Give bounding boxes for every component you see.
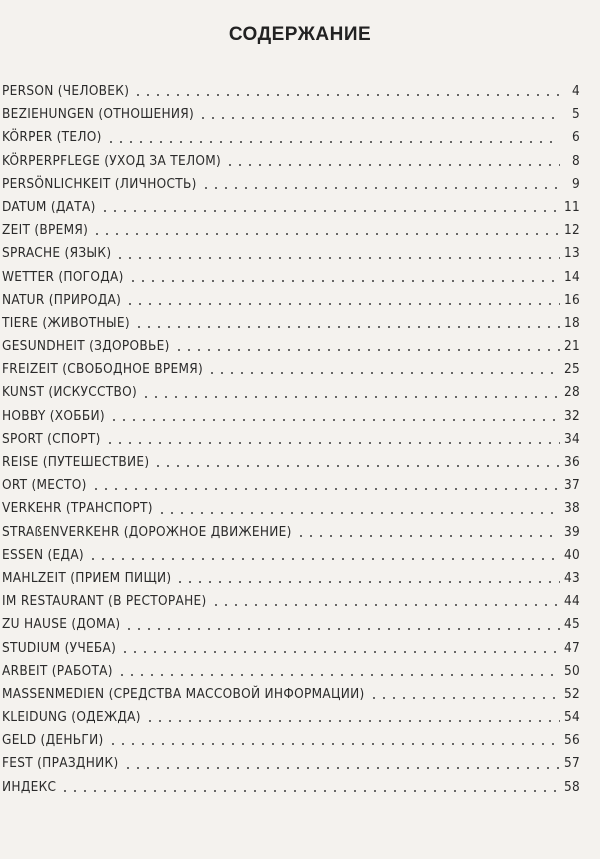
toc-entry-label: FREIZEIT (СВОБОДНОЕ ВРЕМЯ) — [2, 361, 204, 378]
toc-entry-label: ARBEIT (РАБОТА) — [2, 662, 113, 679]
toc-entry-label: STUDIUM (УЧЕБА) — [2, 639, 117, 656]
toc-entry-page-number: 43 — [563, 569, 580, 586]
dot-leader — [133, 94, 560, 96]
toc-entry-label: ORT (МЕСТО) — [2, 477, 87, 494]
toc-entry-page-number: 34 — [563, 430, 580, 447]
toc-entry-page-number: 38 — [563, 500, 580, 517]
toc-entry[interactable] — [0, 266, 580, 289]
toc-entry[interactable] — [0, 683, 580, 706]
toc-entry-label: REISE (ПУТЕШЕСТВИЕ) — [2, 454, 150, 470]
toc-entry[interactable] — [0, 706, 580, 729]
dot-leader — [117, 674, 560, 676]
toc-entry-label: PERSON (ЧЕЛОВЕК) — [2, 83, 130, 99]
toc-entry-page-number: 39 — [563, 523, 580, 540]
toc-entry[interactable] — [0, 358, 580, 381]
toc-entry[interactable] — [0, 660, 580, 683]
toc-entry-page-number: 37 — [563, 477, 580, 494]
toc-entry-page-number: 45 — [563, 616, 580, 633]
toc-entry-page-number: 11 — [563, 198, 580, 215]
toc-entry-label: FEST (ПРАЗДНИК) — [2, 755, 119, 772]
toc-entry-page-number: 5 — [571, 106, 580, 123]
toc-entry-label: NATUR (ПРИРОДА) — [2, 291, 122, 308]
toc-entry-label: KÖRPER (ТЕЛО) — [2, 129, 102, 146]
toc-entry-label: ИНДЕКС — [2, 778, 57, 795]
toc-entry-page-number: 47 — [563, 639, 580, 656]
toc-entry-label: VERKEHR (ТРАНСПОРТ) — [2, 500, 153, 517]
toc-entry[interactable] — [0, 312, 580, 335]
toc-entry-page-number: 21 — [563, 338, 580, 355]
toc-entry-page-number: 18 — [563, 314, 580, 331]
toc-entry-label: ESSEN (ЕДА) — [2, 546, 84, 563]
toc-entry[interactable] — [0, 474, 580, 497]
dot-leader — [157, 512, 560, 514]
toc-entry-page-number: 25 — [563, 361, 580, 378]
toc-entry-page-number: 36 — [563, 454, 580, 470]
toc-entry[interactable] — [0, 428, 580, 451]
toc-entry-page-number: 28 — [563, 384, 580, 401]
dot-leader — [174, 349, 560, 351]
dot-leader — [128, 280, 560, 282]
toc-entry-label: KUNST (ИСКУССТВО) — [2, 384, 138, 401]
toc-entry[interactable] — [0, 521, 580, 544]
toc-entry[interactable] — [0, 196, 580, 219]
dot-leader — [153, 465, 560, 467]
dot-leader — [124, 628, 559, 630]
toc-entry[interactable] — [0, 405, 580, 428]
dot-leader — [88, 558, 560, 560]
toc-entry-label: DATUM (ДАТА) — [2, 198, 96, 215]
toc-entry-label: PERSÖNLICHKEIT (ЛИЧНОСТЬ) — [2, 175, 197, 192]
toc-entry[interactable] — [0, 150, 580, 173]
toc-entry[interactable] — [0, 637, 580, 660]
toc-entry-label: HOBBY (ХОББИ) — [2, 407, 105, 424]
toc-entry-page-number: 4 — [571, 83, 580, 99]
toc-entry-label: SPORT (СПОРТ) — [2, 430, 101, 447]
dot-leader — [125, 303, 560, 305]
toc-entry[interactable] — [0, 752, 580, 775]
toc-entry-label: KÖRPERPFLEGE (УХОД ЗА ТЕЛОМ) — [2, 152, 222, 169]
toc-entry-label: KLEIDUNG (ОДЕЖДА) — [2, 709, 141, 726]
toc-entry[interactable] — [0, 613, 580, 636]
toc-entry[interactable] — [0, 173, 580, 196]
toc-entry[interactable] — [0, 729, 580, 752]
toc-entry-page-number: 50 — [563, 662, 580, 679]
toc-entry-label: MASSENMEDIEN (СРЕДСТВА МАССОВОЙ ИНФОРМАЦИИ) — [2, 685, 365, 702]
dot-leader — [115, 257, 560, 259]
toc-entry-label: STRAßENVERKEHR (ДОРОЖНОЕ ДВИЖЕНИЕ) — [2, 523, 292, 540]
toc-entry-page-number: 8 — [571, 152, 580, 169]
toc-entry[interactable] — [0, 590, 580, 613]
toc-entry-label: BEZIEHUNGEN (ОТНОШЕНИЯ) — [2, 106, 195, 123]
toc-entry[interactable] — [0, 567, 580, 590]
dot-leader — [175, 581, 559, 583]
toc-entry-page-number: 13 — [563, 245, 580, 262]
dot-leader — [106, 141, 560, 143]
toc-entry-label: GESUNDHEIT (ЗДОРОВЬЕ) — [2, 338, 170, 355]
dot-leader — [60, 790, 560, 792]
toc-entry-page-number: 14 — [563, 268, 580, 285]
toc-entry-label: TIERE (ЖИВОТНЫЕ) — [2, 314, 130, 331]
toc-entry-label: SPRACHE (ЯЗЫК) — [2, 245, 112, 262]
toc-entry[interactable] — [0, 776, 580, 799]
toc-entry-page-number: 52 — [563, 685, 580, 702]
dot-leader — [145, 720, 560, 722]
toc-entry[interactable] — [0, 219, 580, 242]
toc-entry-page-number: 9 — [571, 175, 580, 192]
toc-entry-page-number: 58 — [563, 778, 580, 795]
toc-entry-page-number: 12 — [563, 222, 580, 239]
toc-entry-page-number: 6 — [571, 129, 580, 146]
dot-leader — [198, 117, 560, 119]
toc-entry-label: WETTER (ПОГОДА) — [2, 268, 124, 285]
dot-leader — [141, 396, 560, 398]
dot-leader — [369, 697, 560, 699]
dot-leader — [108, 743, 560, 745]
dot-leader — [296, 535, 560, 537]
dot-leader — [109, 419, 560, 421]
toc-entry-page-number: 40 — [563, 546, 580, 563]
toc-entry-page-number: 32 — [563, 407, 580, 424]
toc-entry[interactable] — [0, 126, 580, 149]
dot-leader — [92, 233, 560, 235]
toc-entry[interactable] — [0, 544, 580, 567]
toc-entry-page-number: 16 — [563, 291, 580, 308]
dot-leader — [201, 187, 560, 189]
toc-entry[interactable] — [0, 451, 580, 474]
dot-leader — [120, 651, 560, 653]
toc-entry-label: GELD (ДЕНЬГИ) — [2, 732, 104, 749]
toc-entry-label: MAHLZEIT (ПРИЕМ ПИЩИ) — [2, 569, 172, 586]
toc-entry[interactable] — [0, 242, 580, 265]
toc-entry-label: ZU HAUSE (ДОМА) — [2, 616, 121, 633]
toc-entry-page-number: 54 — [563, 709, 580, 726]
toc-entry[interactable] — [0, 335, 580, 358]
table-of-contents — [0, 80, 580, 799]
toc-entry-page-number: 56 — [563, 732, 580, 749]
dot-leader — [225, 164, 560, 166]
dot-leader — [211, 604, 560, 606]
toc-entry[interactable] — [0, 80, 580, 103]
toc-entry[interactable] — [0, 381, 580, 404]
toc-entry-label: ZEIT (ВРЕМЯ) — [2, 222, 89, 239]
toc-entry[interactable] — [0, 103, 580, 126]
dot-leader — [105, 442, 560, 444]
dot-leader — [134, 326, 560, 328]
dot-leader — [91, 488, 560, 490]
toc-entry-page-number: 57 — [563, 755, 580, 772]
dot-leader — [123, 767, 560, 769]
page-title: СОДЕРЖАНИЕ — [228, 24, 372, 45]
toc-entry[interactable] — [0, 497, 580, 520]
toc-entry[interactable] — [0, 289, 580, 312]
dot-leader — [100, 210, 560, 212]
dot-leader — [207, 372, 560, 374]
toc-entry-label: IM RESTAURANT (В РЕСТОРАНЕ) — [2, 593, 207, 610]
toc-entry-page-number: 44 — [563, 593, 580, 610]
